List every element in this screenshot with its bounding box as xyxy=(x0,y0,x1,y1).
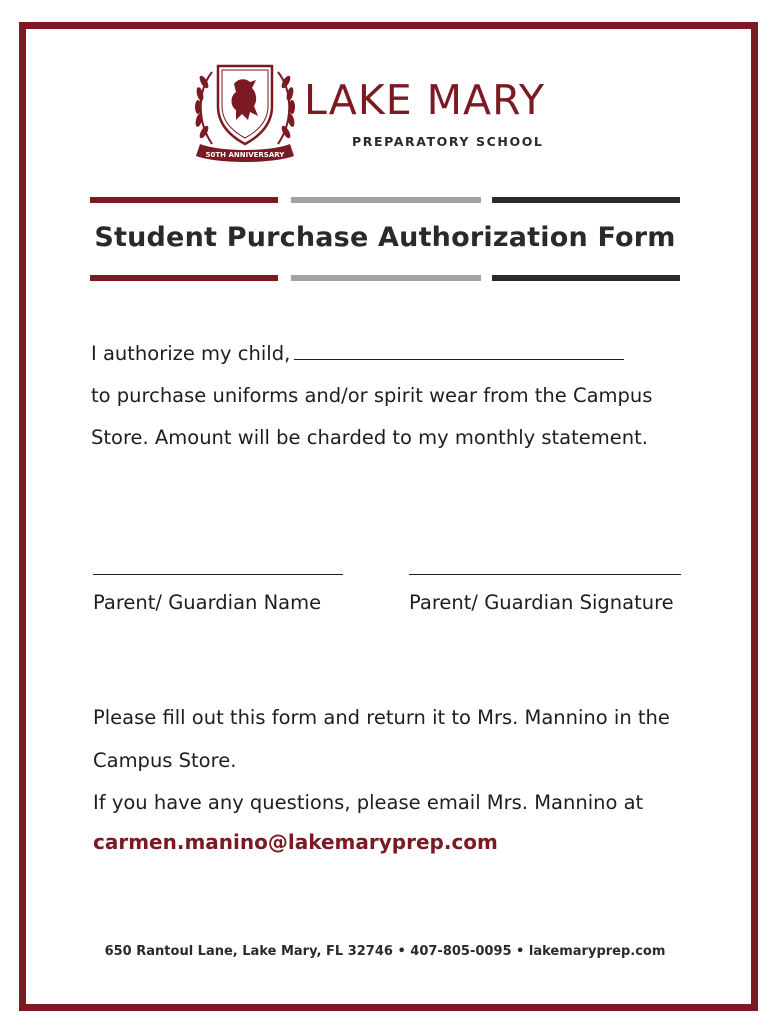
school-subtitle: PREPARATORY SCHOOL xyxy=(352,134,544,149)
contact-email-link[interactable]: carmen.manino@lakemaryprep.com xyxy=(93,830,498,854)
page-border xyxy=(19,22,758,1011)
crest-banner-text: 50TH ANNIVERSARY xyxy=(205,151,285,159)
authorize-line xyxy=(91,342,624,365)
bottom-bar-gray xyxy=(291,275,481,281)
bottom-bar-maroon xyxy=(90,275,278,281)
guardian-name-label: Parent/ Guardian Name xyxy=(93,591,322,614)
instructions-line-1: Please fill out this form and return it to Mrs. Mannino in the xyxy=(93,706,670,729)
guardian-name-field[interactable] xyxy=(93,574,343,575)
school-name: LAKE MARY xyxy=(304,76,545,124)
top-bar-gray xyxy=(291,197,481,203)
form-title: Student Purchase Authorization Form xyxy=(94,222,676,253)
instructions-line-3: If you have any questions, please email Mrs. Mannino at xyxy=(93,791,644,814)
top-bar-maroon xyxy=(90,197,278,203)
bottom-bar-black xyxy=(492,275,680,281)
guardian-signature-field[interactable] xyxy=(409,574,681,575)
purchase-text: to purchase uniforms and/or spirit wear from the Campus xyxy=(91,384,653,407)
school-crest-logo xyxy=(190,60,300,168)
footer-address: 650 Rantoul Lane, Lake Mary, FL 32746 • 407-805-0095 • lakemaryprep.com xyxy=(104,944,666,959)
instructions-line-2: Campus Store. xyxy=(93,749,237,772)
child-name-field[interactable] xyxy=(294,343,624,360)
statement-text: Store. Amount will be charded to my monthly statement. xyxy=(91,426,648,449)
guardian-signature-label: Parent/ Guardian Signature xyxy=(409,591,674,614)
authorize-text: I authorize my child, xyxy=(91,342,291,365)
top-bar-black xyxy=(492,197,680,203)
